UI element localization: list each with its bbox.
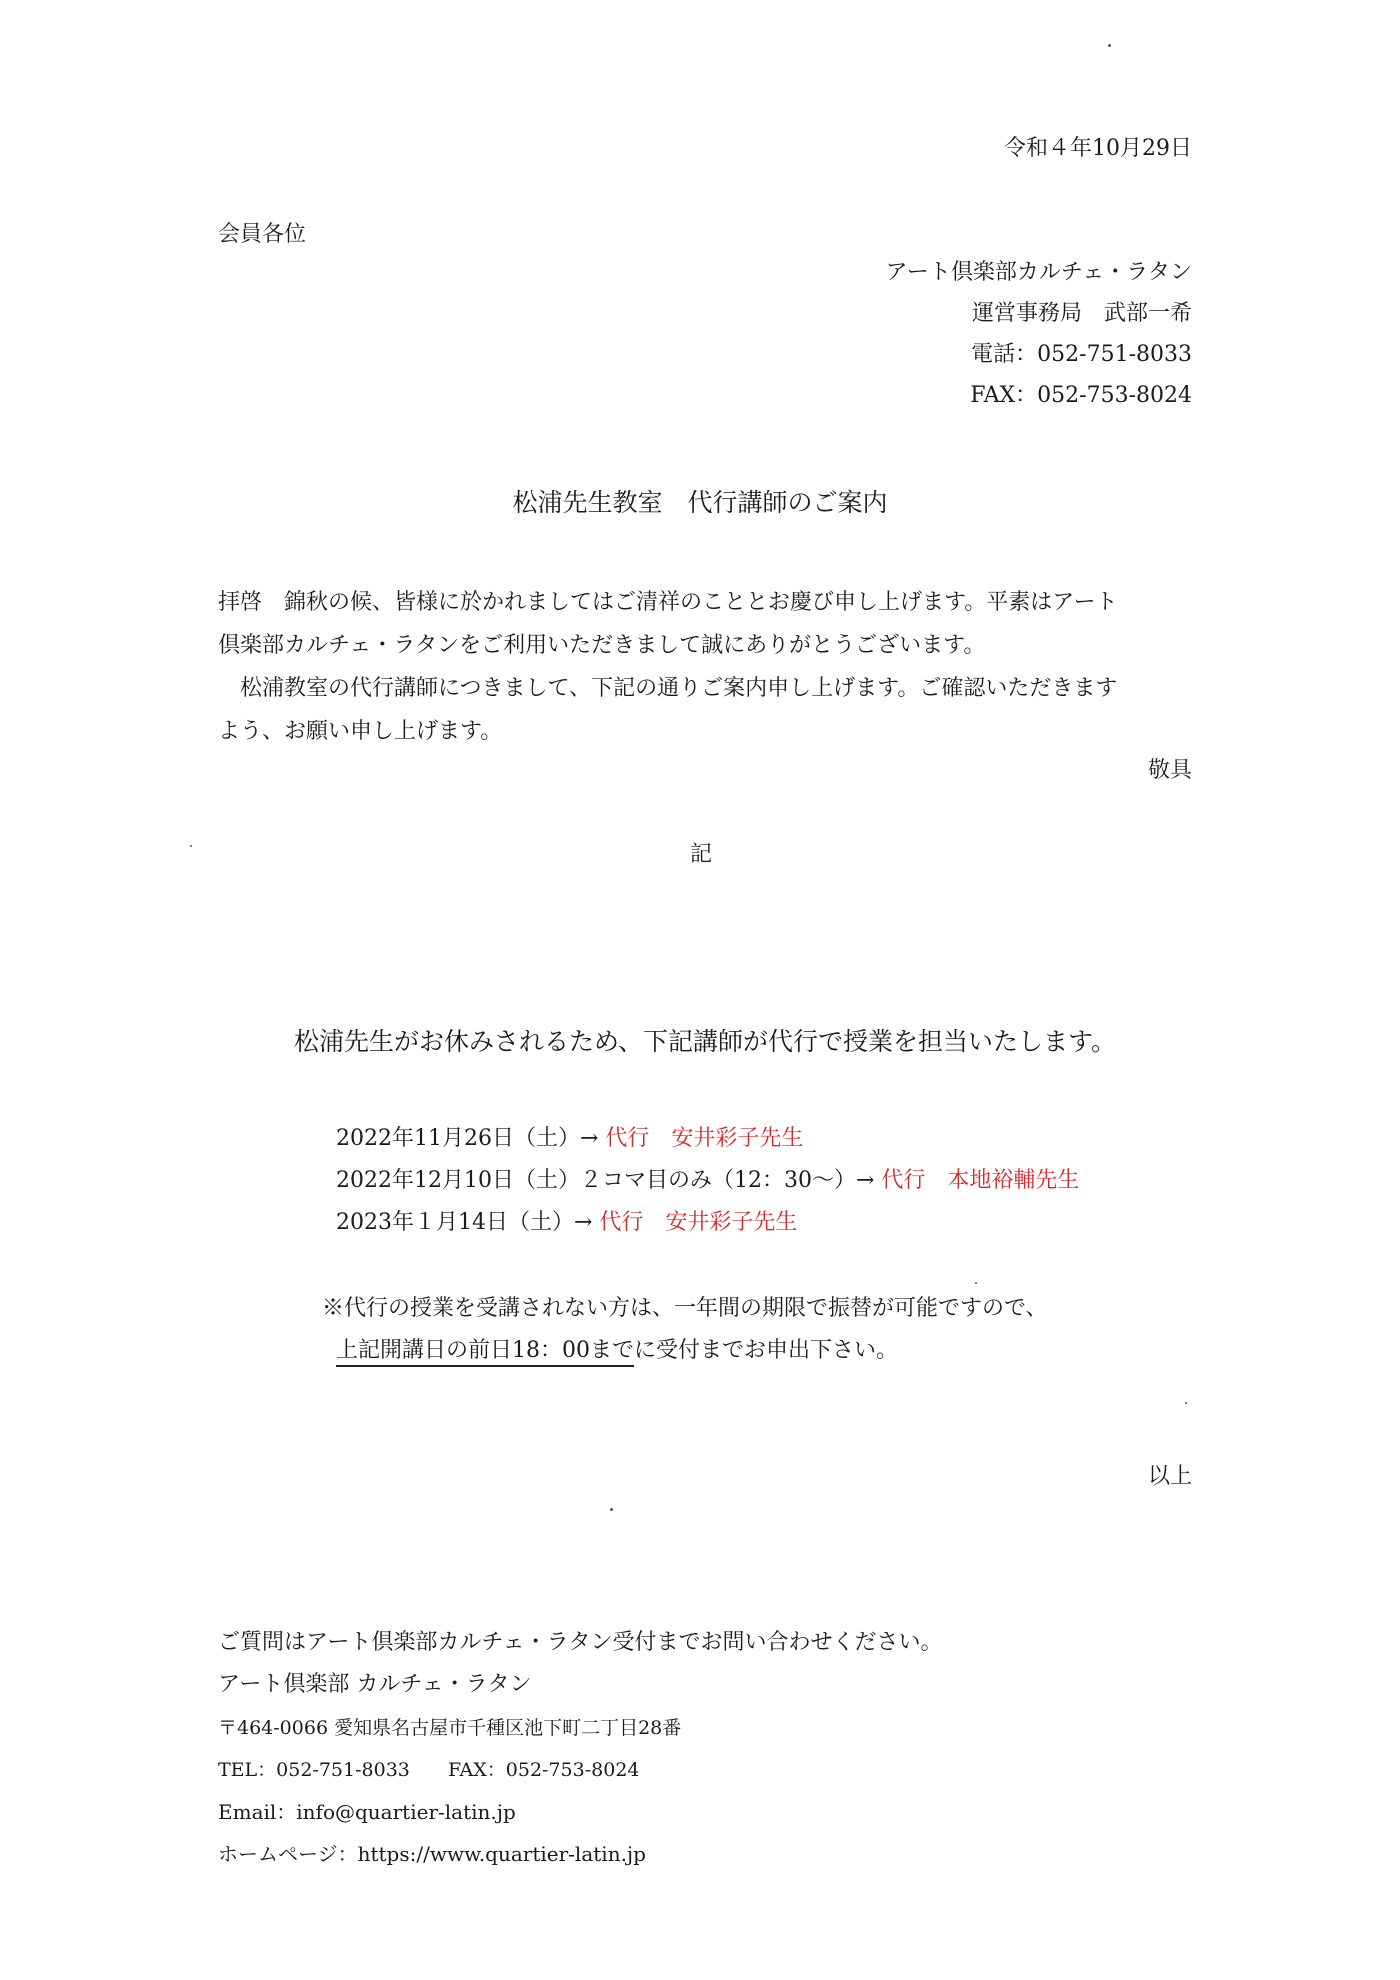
footer-homepage: ホームページ：https://www.quartier-latin.jp [218, 1842, 646, 1866]
scan-speck [1185, 1402, 1187, 1404]
schedule-item [336, 1124, 803, 1154]
scan-speck [190, 845, 192, 847]
substitute-teacher: 代行 安井彩子先生 [599, 1210, 798, 1235]
schedule-date: 2022年12月10日（土）２コマ目のみ（12：30〜）→ [336, 1168, 882, 1193]
footer-address: 〒464-0066 愛知県名古屋市千種区池下町二丁目28番 [218, 1717, 682, 1739]
closing-ijou: 以上 [1147, 1464, 1192, 1489]
recipient: 会員各位 [218, 222, 307, 247]
scan-speck [1108, 44, 1111, 47]
body-line-1: 拝啓 錦秋の候、皆様に於かれましてはご清祥のこととお慶び申し上げます。平素はアート [218, 590, 1118, 615]
sender-office: 運営事務局 武部一希 [971, 301, 1192, 326]
scan-speck [975, 1282, 977, 1284]
footer-fax: FAX：052-753-8024 [448, 1759, 640, 1781]
schedule-item [336, 1166, 1079, 1196]
body-line-3: 松浦教室の代行講師につきまして、下記の通りご案内申し上げます。ご確認いただきます [218, 676, 1118, 701]
note-line-2 [336, 1336, 898, 1366]
footer-name: アート倶楽部 カルチェ・ラタン [218, 1672, 532, 1697]
page-title: 松浦先生教室 代行講師のご案内 [512, 488, 888, 517]
schedule-date: 2023年１月14日（土）→ [336, 1210, 600, 1235]
sender-fax: FAX：052-753-8024 [970, 383, 1192, 408]
scan-speck [610, 1508, 613, 1511]
body-line-4: よう、お願い申し上げます。 [218, 719, 503, 744]
body-line-2: 倶楽部カルチェ・ラタンをご利用いただきまして誠にありがとうございます。 [218, 633, 986, 658]
footer-tel: TEL：052-751-8033 [218, 1759, 410, 1781]
schedule-date: 2022年11月26日（土）→ [336, 1126, 606, 1151]
schedule-item [336, 1208, 797, 1238]
sender-tel: 電話：052-751-8033 [971, 342, 1192, 367]
note-deadline: 上記開講日の前日18：00まで [336, 1338, 634, 1367]
sender-org: アート倶楽部カルチェ・ラタン [885, 260, 1192, 285]
notice-text: 松浦先生がお休みされるため、下記講師が代行で授業を担当いたします。 [294, 1027, 1117, 1056]
note-line-1: ※代行の授業を受講されない方は、一年間の期限で振替が可能ですので、 [322, 1296, 1048, 1321]
closing-keigu: 敬具 [1147, 758, 1192, 783]
footer-email: Email：info@quartier-latin.jp [218, 1800, 516, 1824]
letter-date: 令和４年10月29日 [1004, 136, 1192, 161]
substitute-teacher: 代行 本地裕輔先生 [881, 1168, 1080, 1193]
substitute-teacher: 代行 安井彩子先生 [605, 1126, 804, 1151]
footer-question: ご質問はアート倶楽部カルチェ・ラタン受付までお問い合わせください。 [218, 1630, 943, 1655]
note-rest: に受付までお申出下さい。 [634, 1338, 899, 1363]
ki-heading: 記 [690, 842, 713, 867]
